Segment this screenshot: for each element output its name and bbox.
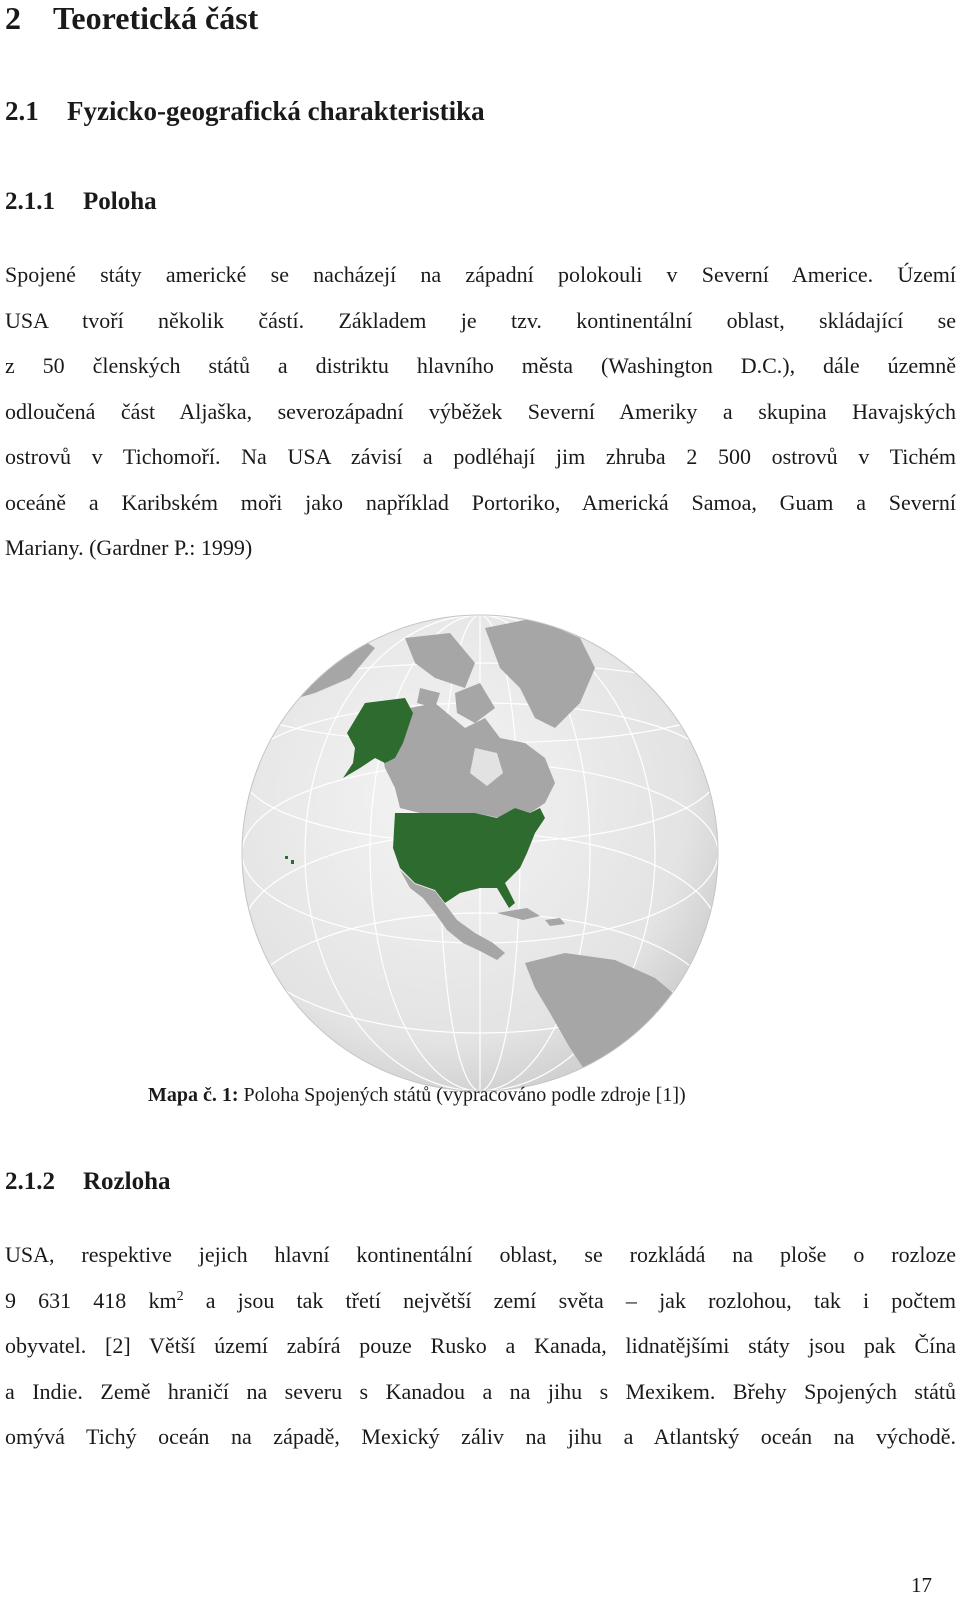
area-value: 9 631 418 km: [5, 1287, 177, 1313]
caption-label: Mapa č. 1:: [148, 1084, 239, 1106]
paragraph-poloha: [5, 252, 956, 571]
area-rest: a jsou tak třetí největší zemí světa – jak rozlohou, tak i počtem: [183, 1287, 956, 1313]
paragraph-line: Mariany. (Gardner P.: 1999): [5, 535, 253, 560]
paragraph-line: ostrovů v Tichomoří. Na USA závisí a podléhají jim zhruba 2 500 ostrovů v Tichém: [5, 444, 956, 469]
globe-map-figure: [235, 608, 725, 1098]
subsection-heading-poloha: [5, 188, 157, 216]
superscript: 2: [176, 1288, 184, 1304]
chapter-number: 2: [5, 0, 21, 36]
paragraph-line: oceáně a Karibském moři jako například Portoriko, Americká Samoa, Guam a Severní: [5, 489, 956, 515]
subsection-title: Poloha: [83, 188, 157, 215]
section-number: 2.1: [5, 96, 39, 126]
figure-caption: [148, 1084, 686, 1107]
orthographic-globe: [235, 608, 725, 1098]
paragraph-line: omývá Tichý oceán na západě, Mexický záliv na jihu a Atlantský oceán na východě.: [5, 1424, 956, 1449]
paragraph-rozloha: [5, 1232, 956, 1460]
section-title: Fyzicko-geografická charakteristika: [67, 96, 485, 126]
paragraph-line: odloučená část Aljaška, severozápadní výběžek Severní Ameriky a skupina Havajských: [5, 398, 956, 424]
chapter-heading: [5, 0, 258, 37]
paragraph-line: Spojené státy americké se nacházejí na západní polokouli v Severní Americe. Území: [5, 262, 956, 287]
paragraph-line: a Indie. Země hraničí na severu s Kanadou a na jihu s Mexikem. Břehy Spojených států: [5, 1378, 956, 1404]
section-heading: [5, 96, 485, 127]
subsection-heading-rozloha: [5, 1168, 171, 1196]
paragraph-line: obyvatel. [2] Větší území zabírá pouze Rusko a Kanada, lidnatějšími státy jsou pak Čína: [5, 1333, 956, 1358]
chapter-title: Teoretická část: [53, 0, 259, 36]
subsection-title: Rozloha: [83, 1168, 171, 1195]
paragraph-line-area: [5, 1278, 956, 1324]
subsection-number: 2.1.2: [5, 1168, 55, 1195]
paragraph-line: z 50 členských států a distriktu hlavního města (Washington D.C.), dále územně: [5, 353, 956, 378]
paragraph-line: USA, respektive jejich hlavní kontinentální oblast, se rozkládá na ploše o rozloze: [5, 1242, 956, 1267]
caption-text: Poloha Spojených států (vypracováno podle zdroje [1]): [238, 1084, 686, 1106]
paragraph-line: USA tvoří několik částí. Základem je tzv. kontinentální oblast, skládající se: [5, 307, 956, 333]
subsection-number: 2.1.1: [5, 188, 55, 215]
page-number: 17: [911, 1573, 932, 1597]
